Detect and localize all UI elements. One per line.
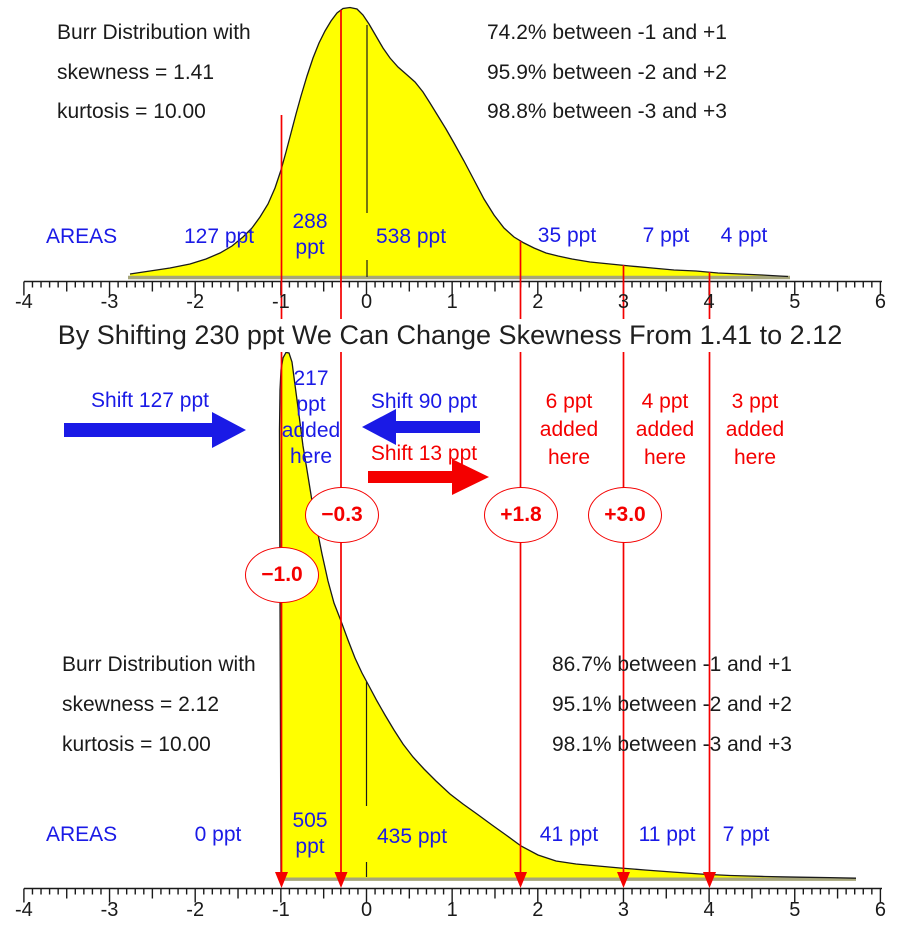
transition-title: By Shifting 230 ppt We Can Change Skewness From 1.41 to 2.12 <box>50 319 850 352</box>
top-area-288ppt: 288 ppt <box>292 210 328 259</box>
marker-bubble-plus18: +1.8 <box>484 487 558 543</box>
marker-bubble-minus03: −0.3 <box>305 487 379 543</box>
bottom-area-11ppt: 11 ppt <box>638 823 696 846</box>
bottom-coverage-line2: 95.1% between -2 and +2 <box>552 693 792 716</box>
added-217-label: 217 ppt added here <box>281 367 341 468</box>
axis-tick-label: -3 <box>100 291 119 313</box>
axis-tick-label: 4 <box>703 291 715 313</box>
bottom-info-line1: Burr Distribution with <box>62 653 256 676</box>
bottom-area-0ppt: 0 ppt <box>194 823 242 846</box>
axis-tick-label: 1 <box>446 899 458 921</box>
bottom-areas-label: AREAS <box>46 823 118 846</box>
axis-tick-label: -2 <box>186 291 205 313</box>
added-4-label: 4 ppt added here <box>635 390 695 469</box>
axis-tick-label: 4 <box>703 899 715 921</box>
shift-90-left-arrow-icon <box>362 409 480 445</box>
axis-tick-label: -1 <box>271 899 290 921</box>
axis-tick-label: -3 <box>100 899 119 921</box>
bottom-area-41ppt: 41 ppt <box>539 823 599 846</box>
top-info-line3: kurtosis = 10.00 <box>57 100 206 123</box>
axis-tick-label: -4 <box>14 899 33 921</box>
shift-127-right-arrow-icon <box>64 412 246 448</box>
top-area-35ppt: 35 ppt <box>537 224 597 247</box>
axis-tick-label: 2 <box>532 899 544 921</box>
shift-127-label: Shift 127 ppt <box>91 389 209 412</box>
top-coverage-line1: 74.2% between -1 and +1 <box>487 21 727 44</box>
top-info-line2: skewness = 1.41 <box>57 61 215 84</box>
shift-13-label: Shift 13 ppt <box>370 442 478 465</box>
top-area-4ppt: 4 ppt <box>720 224 768 247</box>
axis-tick-label: 5 <box>789 291 801 313</box>
top-area-7ppt: 7 ppt <box>642 224 690 247</box>
added-6-label: 6 ppt added here <box>539 390 599 469</box>
axis-tick-label: -4 <box>14 291 33 313</box>
bottom-area-505ppt: 505 ppt <box>292 809 328 858</box>
top-info-line1: Burr Distribution with <box>57 21 251 44</box>
top-areas-label: AREAS <box>46 225 118 248</box>
added-3-label: 3 ppt added here <box>725 390 785 469</box>
top-coverage-line2: 95.9% between -2 and +2 <box>487 61 727 84</box>
shift-90-label: Shift 90 ppt <box>370 390 478 413</box>
axis-tick-label: 6 <box>874 291 886 313</box>
axis-tick-label: -2 <box>186 899 205 921</box>
axis-tick-label: 1 <box>446 291 458 313</box>
axis-tick-label: 5 <box>789 899 801 921</box>
axis-tick-label: -1 <box>271 291 290 313</box>
bottom-info-line2: skewness = 2.12 <box>62 693 220 716</box>
axis-tick-label: 3 <box>617 291 629 313</box>
top-area-127ppt: 127 ppt <box>183 225 255 248</box>
bottom-coverage-line1: 86.7% between -1 and +1 <box>552 653 792 676</box>
axis-tick-label: 2 <box>532 291 544 313</box>
bottom-info-line3: kurtosis = 10.00 <box>62 733 211 756</box>
axis-tick-label: 0 <box>360 291 373 313</box>
axis-tick-label: 0 <box>360 899 373 921</box>
top-area-538ppt: 538 ppt <box>375 225 447 248</box>
axis-tick-label: 6 <box>874 899 886 921</box>
bottom-coverage-line3: 98.1% between -3 and +3 <box>552 733 792 756</box>
bottom-area-435ppt: 435 ppt <box>376 825 448 848</box>
axis-tick-label: 3 <box>617 899 629 921</box>
top-coverage-line3: 98.8% between -3 and +3 <box>487 100 727 123</box>
marker-bubble-minus10: −1.0 <box>245 547 319 603</box>
marker-bubble-plus30: +3.0 <box>588 487 662 543</box>
bottom-area-7ppt: 7 ppt <box>722 823 770 846</box>
